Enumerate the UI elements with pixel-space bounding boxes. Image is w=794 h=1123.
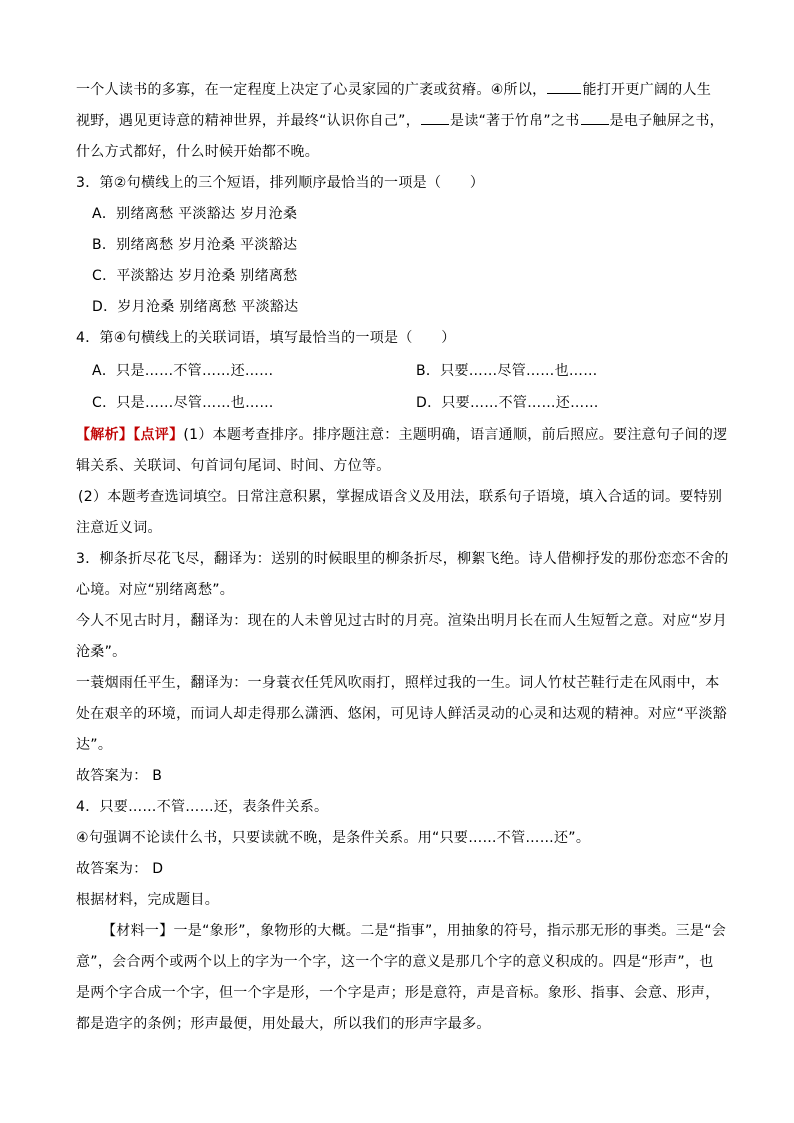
analysis-line-3: (2）本题考查选词填空。日常注意积累，掌握成语含义及用法，联系句子语境，填入合适的词。要特别 <box>78 489 723 505</box>
analysis-line-1 <box>76 424 742 446</box>
passage-text: 是电子触屏之书， <box>609 113 724 129</box>
analysis-line-12: 4．只要……不管……还，表条件关系。 <box>76 799 329 815</box>
passage-text: 视野，遇见更诗意的精神世界，并最终“认识你自己”， <box>76 113 421 129</box>
comment-tag: 【点评】 <box>133 427 184 443</box>
analysis-line-7: 今人不见古时月，翻译为：现在的人未曾见过古时的月亮。渲染出明月长在而人生短暂之意。对应“岁月 <box>76 613 728 629</box>
analysis-line-2: 辑关系、关联词、句首词句尾词、时间、方位等。 <box>76 458 391 474</box>
material-line-4: 都是造字的条例；形声最便，用处最大，所以我们的形声字最多。 <box>76 1016 491 1032</box>
analysis-line-4: 注意近义词。 <box>76 520 162 536</box>
analysis-line-8: 沧桑”。 <box>76 644 127 660</box>
question-3-option-b: B．别绪离愁 岁月沧桑 平淡豁达 <box>92 237 298 253</box>
passage-line-1 <box>76 79 742 101</box>
analysis-line-10: 处在艰辛的环境，而词人却走得那么潇洒、悠闲，可见诗人鲜活灵动的心灵和达观的精神。对应“平淡豁 <box>76 706 728 722</box>
fill-blank <box>547 79 581 94</box>
question-4-option-b: B．只要……尽管……也…… <box>416 363 598 379</box>
material-line-3: 是两个字合成一个字，但一个字是形，一个字是声；形是意符，声是音标。象形、指事、会意、形声， <box>76 985 720 1001</box>
fill-blank <box>581 110 609 125</box>
question-4-option-a: A．只是……不管……还…… <box>92 363 274 379</box>
analysis-line-5: 3．柳条折尽花飞尽，翻译为：送别的时候眼里的柳条折尽，柳絮飞绝。诗人借柳抒发的那份恋恋不舍的 <box>76 551 729 567</box>
fill-blank <box>421 110 449 125</box>
material-line-2: 意”，会合两个或两个以上的字为一个字，这一个字的意义是那几个字的意义积成的。四是“形声”，也 <box>76 954 714 970</box>
passage-text: 是读“著于竹帛”之书 <box>450 113 580 129</box>
question-4-stem: 4．第④句横线上的关联词语，填写最恰当的一项是（ ） <box>76 330 456 346</box>
material-line-1: 【材料一】一是“象形”，象物形的大概。二是“指事”，用抽象的符号，指示那无形的事类。三是“会 <box>102 923 727 939</box>
question-3-option-a: A．别绪离愁 平淡豁达 岁月沧桑 <box>92 206 298 222</box>
analysis-line-6: 心境。对应“别绪离愁”。 <box>76 582 235 598</box>
question-4-option-d: D．只要……不管……还…… <box>416 395 599 411</box>
analysis-text: (1）本题考查排序。排序题注意：主题明确，语言通顺，前后照应。要注意句子间的逻 <box>183 427 728 443</box>
question-3-stem: 3．第②句横线上的三个短语，排列顺序最恰当的一项是（ ） <box>76 175 485 191</box>
passage-text: 一个人读书的多寡，在一定程度上决定了心灵家园的广袤或贫瘠。④所以， <box>76 82 547 98</box>
analysis-line-9: 一蓑烟雨任平生，翻译为：一身蓑衣任凭风吹雨打，照样过我的一生。词人竹杖芒鞋行走在风雨中，本 <box>76 675 720 691</box>
question-3-option-c: C．平淡豁达 岁月沧桑 别绪离愁 <box>92 268 298 284</box>
answer-3: 故答案为： B <box>76 768 163 784</box>
passage-line-2 <box>76 110 742 132</box>
passage-text: 能打开更广阔的人生 <box>582 82 712 98</box>
question-4-option-c: C．只是……尽管……也…… <box>92 395 274 411</box>
analysis-line-13: ④句强调不论读什么书，只要读就不晚，是条件关系。用“只要……不管……还”。 <box>76 830 591 846</box>
analysis-line-11: 达”。 <box>76 737 113 753</box>
material-intro: 根据材料，完成题目。 <box>76 892 219 908</box>
answer-4: 故答案为： D <box>76 861 164 877</box>
question-3-option-d: D．岁月沧桑 别绪离愁 平淡豁达 <box>92 299 299 315</box>
analysis-tag: 【解析】 <box>76 427 134 443</box>
passage-line-3: 什么方式都好，什么时候开始都不晚。 <box>76 144 320 160</box>
